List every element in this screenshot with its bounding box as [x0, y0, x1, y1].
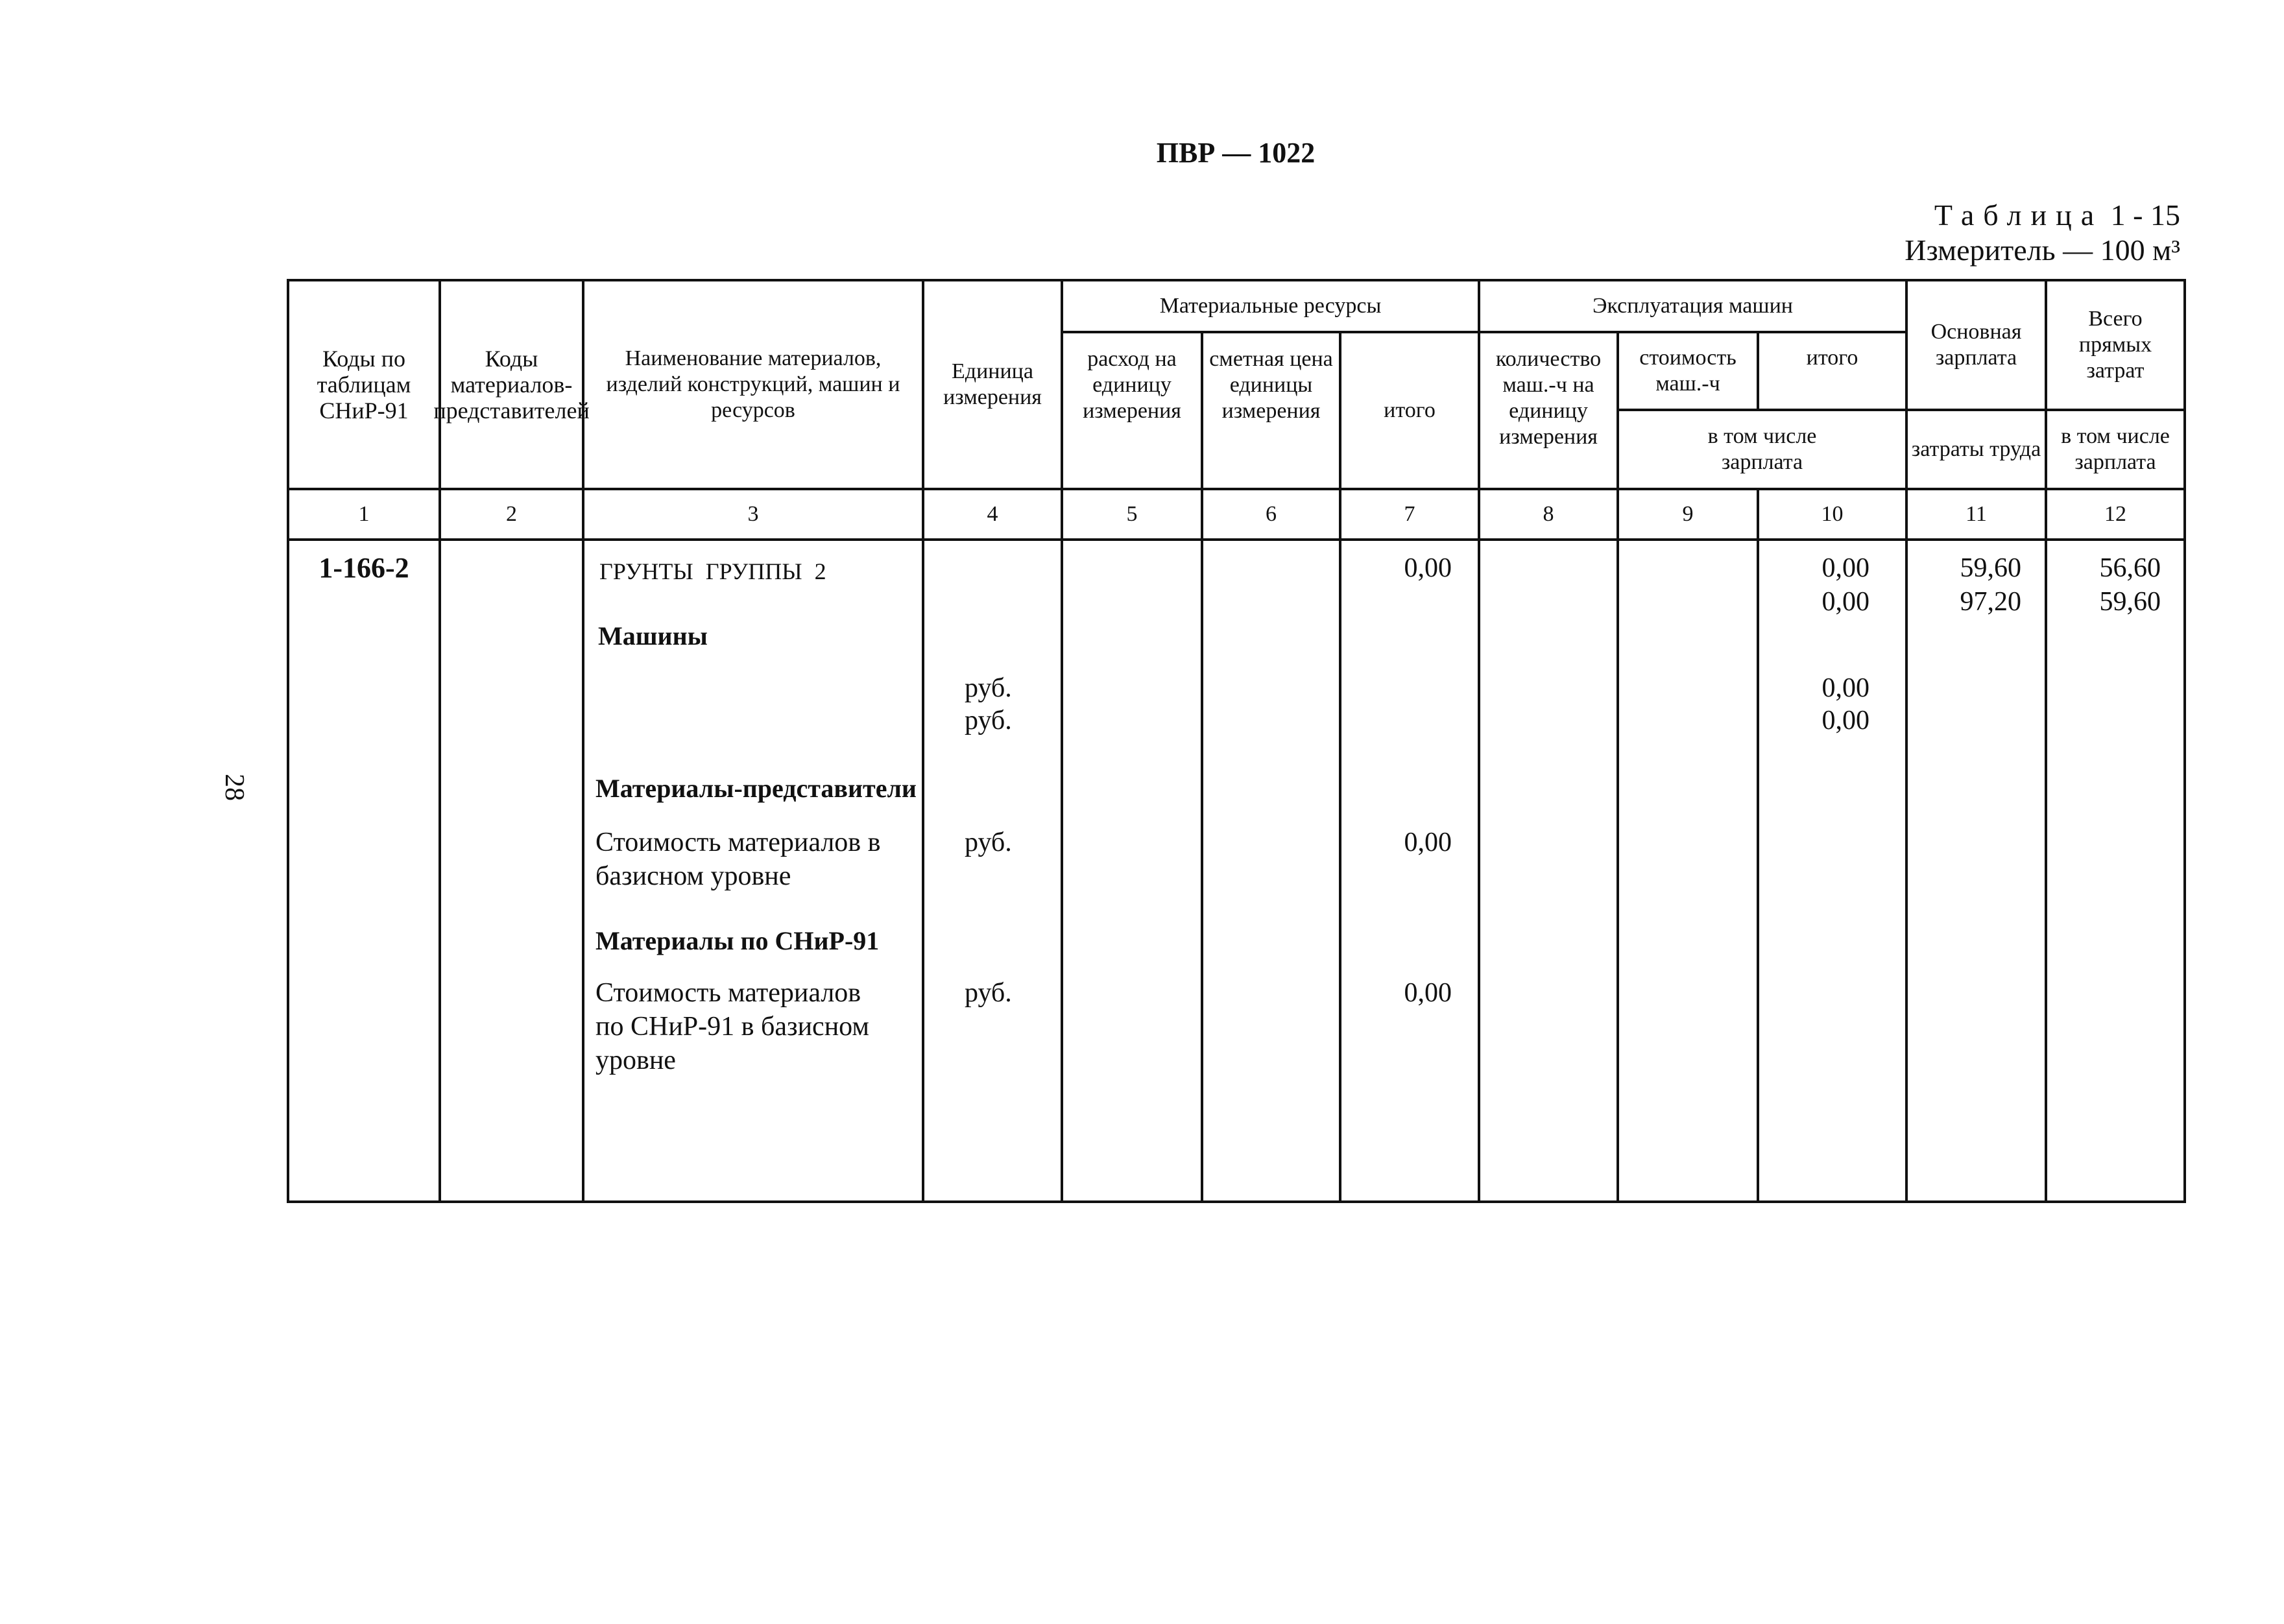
document-title: ПВР — 1022 — [1156, 137, 1316, 169]
header-col-7: итого — [1384, 398, 1436, 422]
mach-total-a: 0,00 — [1821, 553, 1869, 583]
header-col-8: количество маш.-ч на единицу измерения — [1495, 347, 1602, 449]
header-col-12-sub: в том числе зарплата — [2061, 424, 2170, 474]
salary-b: 97,20 — [1960, 587, 2021, 617]
number-row-divider — [287, 538, 2186, 541]
header-material-group: Материальные ресурсы — [1159, 294, 1382, 318]
header-col-1: Коды по таблицам СНиР-91 — [317, 346, 411, 424]
page-number: 28 — [219, 774, 249, 801]
col-number-3: 3 — [747, 502, 759, 526]
unit-rub-1: руб. — [965, 673, 1012, 703]
mat-total-2: 0,00 — [1404, 828, 1452, 857]
header-col-6: сметная цена единицы измерения — [1209, 347, 1333, 423]
snip-cost-line2: по СНиР-91 в базисном — [595, 1012, 869, 1042]
table-label-block — [1905, 198, 2180, 268]
table-border-bottom — [287, 1200, 2186, 1203]
col-line-12 — [2183, 279, 2186, 1203]
salary-a: 59,60 — [1960, 553, 2021, 583]
table-label: Таблица — [1934, 198, 2104, 232]
mach-total-b: 0,00 — [1821, 587, 1869, 617]
header-machine-group: Эксплуатация машин — [1593, 294, 1793, 318]
mat-snip-heading: Материалы по СНиР-91 — [595, 926, 880, 955]
header-col-12: Всего прямых затрат — [2078, 307, 2152, 383]
mat-total-3: 0,00 — [1404, 978, 1452, 1008]
header-col-10: итого — [1806, 346, 1858, 370]
col-number-7: 7 — [1404, 502, 1415, 526]
col-number-10: 10 — [1821, 502, 1844, 526]
mat-rep-heading: Материалы-представители — [595, 774, 917, 803]
resource-table — [287, 279, 2186, 1203]
col-number-6: 6 — [1266, 502, 1277, 526]
unit-rub-2: руб. — [965, 706, 1012, 735]
mat-cost-line1: Стоимость материалов в — [595, 828, 881, 857]
header-col-2: Коды материалов-представителей — [433, 346, 590, 424]
snip-cost-line3: уровне — [595, 1045, 676, 1075]
mach-total-d: 0,00 — [1821, 706, 1869, 735]
col-number-5: 5 — [1126, 502, 1138, 526]
mat-total-1: 0,00 — [1404, 553, 1452, 583]
group-name: ГРУНТЫ ГРУППЫ 2 — [599, 558, 826, 584]
header-col-9-10-sub: в том числе зарплата — [1707, 424, 1817, 474]
col-number-12: 12 — [2104, 502, 2126, 526]
header-col-11: Основная зарплата — [1930, 320, 2022, 370]
header-col-11-sub: затраты труда — [1911, 437, 2041, 461]
meter-label: Измеритель — 100 м³ — [1905, 233, 2180, 267]
col-number-1: 1 — [358, 502, 370, 526]
machines-heading: Машины — [598, 621, 708, 651]
unit-rub-4: руб. — [965, 978, 1012, 1008]
header-col-3: Наименование материалов, изделий конструкций, машин и ресурсов — [606, 346, 900, 422]
col-number-2: 2 — [506, 502, 517, 526]
col-number-11: 11 — [1965, 502, 1987, 526]
snip-cost-line1: Стоимость материалов — [595, 978, 861, 1008]
col-number-4: 4 — [987, 502, 998, 526]
mat-cost-line2: базисном уровне — [595, 861, 791, 891]
header-col-4: Единица измерения — [943, 359, 1042, 409]
table-number: 1 - 15 — [2110, 198, 2180, 232]
header-col-5: расход на единицу измерения — [1083, 347, 1181, 423]
direct-cost-b: 59,60 — [2099, 587, 2161, 617]
unit-rub-3: руб. — [965, 828, 1012, 857]
header-col-9: стоимость маш.-ч — [1639, 346, 1737, 396]
col-number-8: 8 — [1543, 502, 1554, 526]
mach-total-c: 0,00 — [1821, 673, 1869, 703]
direct-cost-a: 56,60 — [2099, 553, 2161, 583]
row-code: 1-166-2 — [319, 552, 409, 584]
col-number-9: 9 — [1682, 502, 1694, 526]
